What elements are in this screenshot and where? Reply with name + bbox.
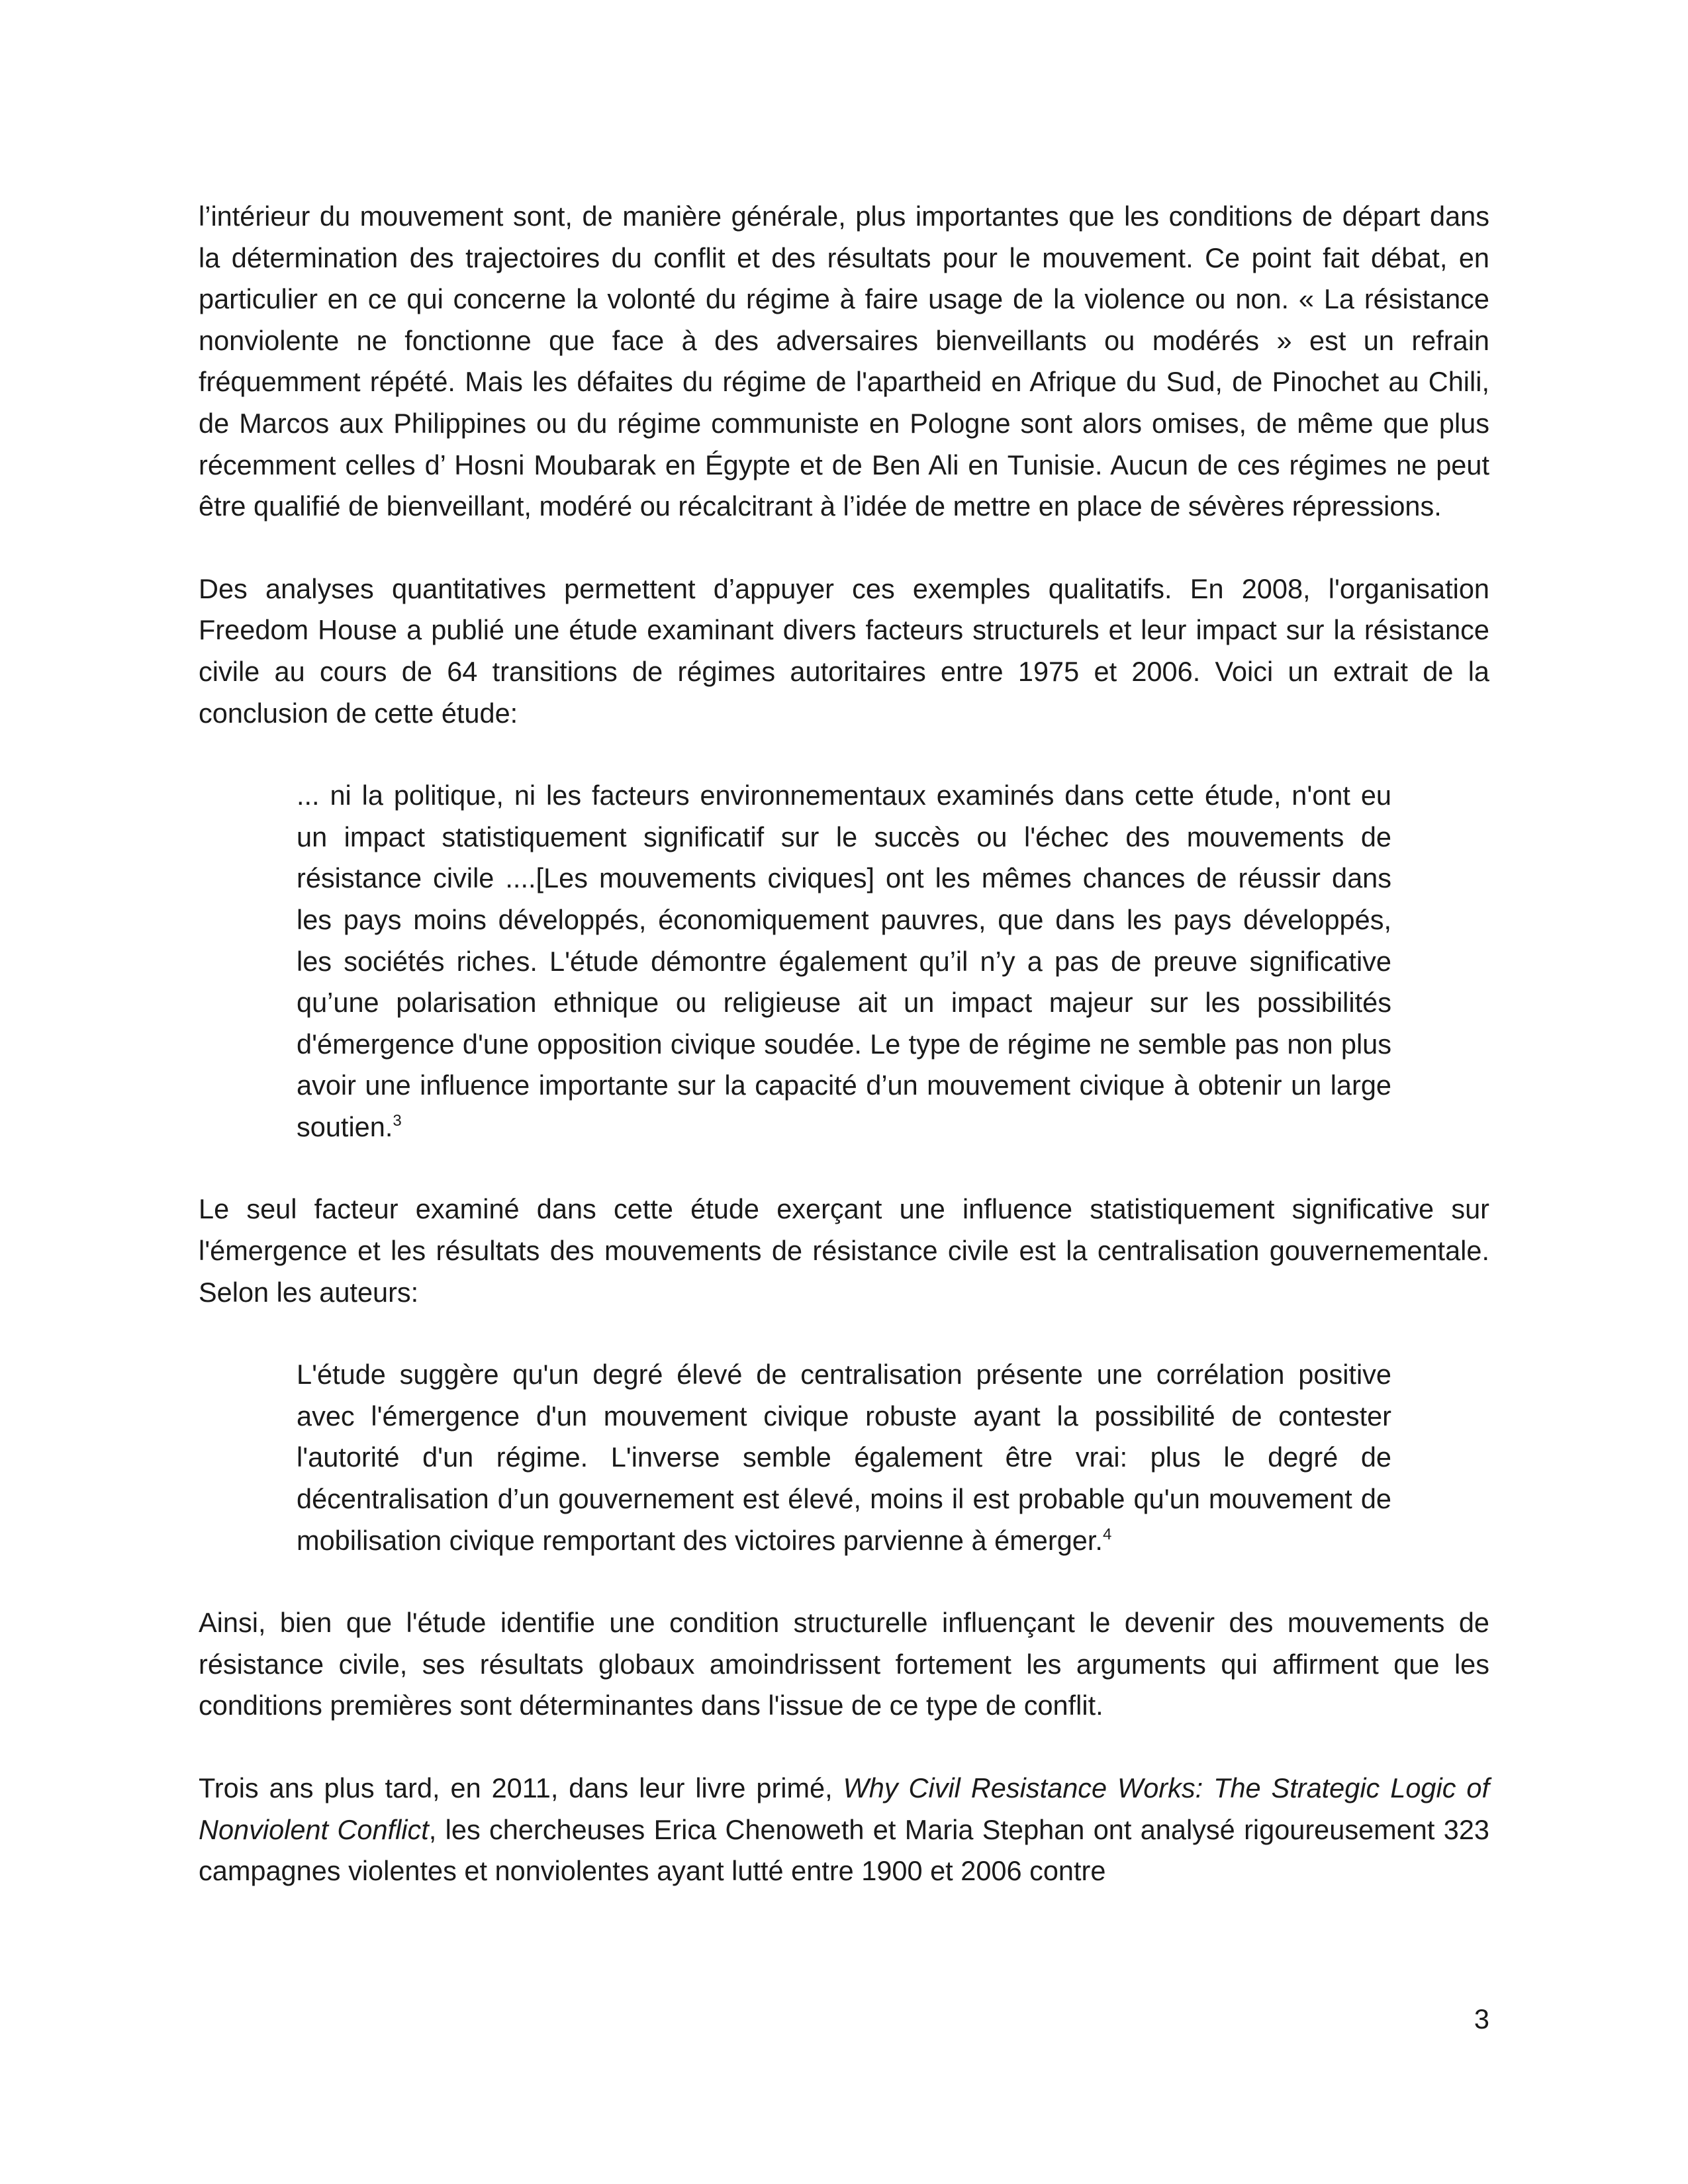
block-quote-2-text: L'étude suggère qu'un degré élevé de centralisation présente une corrélation positive avec l'émergence d'un mouvement civique robuste ayant la possibilité de contester l'autorité d'un régime. L'inverse semble également être vrai: plus le degré de décentralisation d’un gouvernement est élevé, moins il est probable qu'un mouvement de mobilisation civique remportant des victoires parvienne à émerger. [297,1359,1391,1556]
book-title: Why Civil Resistance Works: The Strategic Logic of Nonviolent Conflict [199,1772,1489,1845]
block-quote-1 [297,775,1391,1148]
paragraph-5-intro: Trois ans plus tard, en 2011, dans leur livre primé, [199,1772,843,1803]
document-body [199,196,1489,1892]
page-number: 3 [1474,2003,1489,2034]
body-paragraph-4: Ainsi, bien que l'étude identifie une condition structurelle influençant le devenir des mouvements de résistance civile, ses résultats globaux amoindrissent fortement les arguments qui affirment que les conditions premières sont déterminantes dans l'issue de ce type de conflit. [199,1607,1489,1721]
paragraph-5-rest: , les chercheuses Erica Chenoweth et Maria Stephan ont analysé rigoureusement 323 campagnes violentes et nonviolentes ayant lutté entre 1900 et 2006 contre [199,1813,1489,1887]
body-paragraph-1: l’intérieur du mouvement sont, de manière générale, plus importantes que les conditions de départ dans la détermination des trajectoires du conflit et des résultats pour le mouvement. Ce point fait débat, en particulier en ce qui concerne la volonté du régime à faire usage de la violence ou non. « La résistance nonviolente ne fonctionne que face à des adversaires bienveillants ou modérés » est un refrain fréquemment répété. Mais les défaites du régime de l'apartheid en Afrique du Sud, de Pinochet au Chili, de Marcos aux Philippines ou du régime communiste en Pologne sont alors omises, de même que plus récemment celles d’ Hosni Moubarak en Égypte et de Ben Ali en Tunisie. Aucun de ces régimes ne peut être qualifié de bienveillant, modéré ou récalcitrant à l’idée de mettre en place de sévères répressions. [199,201,1489,522]
footnote-marker-4: 4 [1102,1525,1112,1543]
footnote-marker-3: 3 [393,1111,402,1130]
body-paragraph-5 [199,1768,1489,1892]
body-paragraph-3: Le seul facteur examiné dans cette étude exerçant une influence statistiquement significative sur l'émergence et les résultats des mouvements de résistance civile est la centralisation gouvernementale. Selon les auteurs: [199,1193,1489,1308]
block-quote-1-text: ... ni la politique, ni les facteurs environnementaux examinés dans cette étude, n'ont eu un impact statistiquement significatif sur le succès ou l'échec des mouvements de résistance civile ....[Les mouvements civiques] ont les mêmes chances de réussir dans les pays moins développés, économiquement pauvres, que dans les pays développés, les sociétés riches. L'étude démontre également qu’il n’y a pas de preuve significative qu’une polarisation ethnique ou religieuse ait un impact majeur sur les possibilités d'émergence d'une opposition civique soudée. Le type de régime ne semble pas non plus avoir une influence importante sur la capacité d’un mouvement civique à obtenir un large soutien. [297,780,1391,1142]
block-quote-2 [297,1354,1391,1561]
body-paragraph-2: Des analyses quantitatives permettent d’appuyer ces exemples qualitatifs. En 2008, l'organisation Freedom House a publié une étude examinant divers facteurs structurels et leur impact sur la résistance civile au cours de 64 transitions de régimes autoritaires entre 1975 et 2006. Voici un extrait de la conclusion de cette étude: [199,572,1489,729]
